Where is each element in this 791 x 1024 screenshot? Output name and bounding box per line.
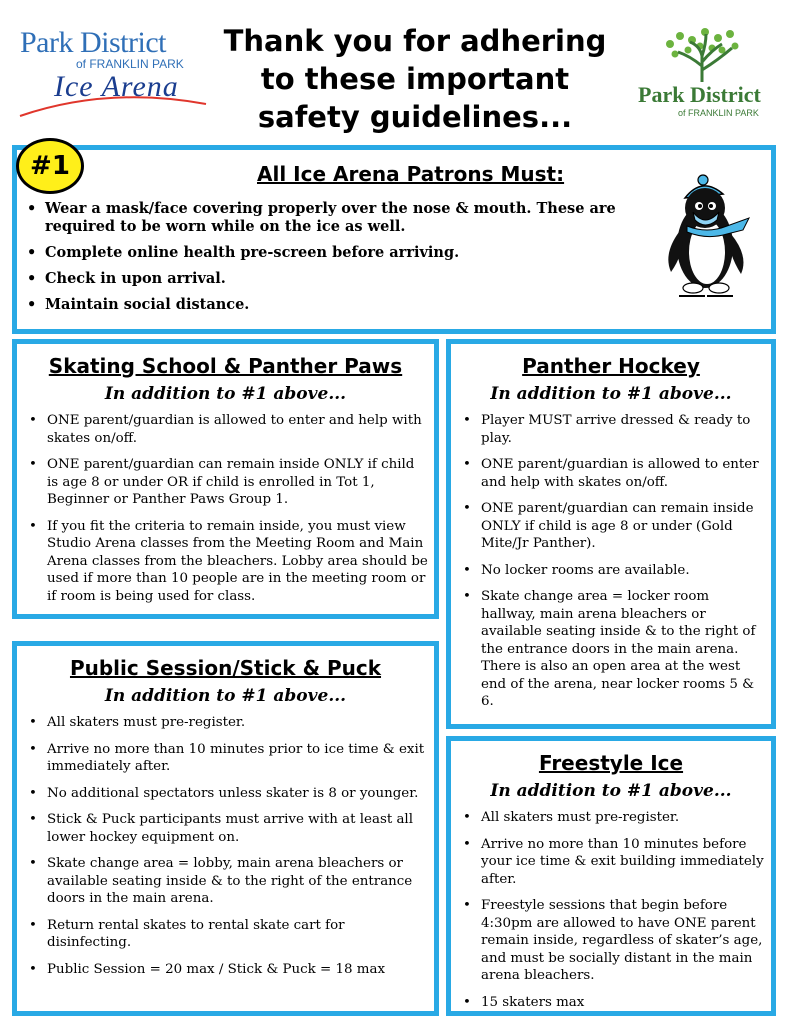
list-item: • Stick & Puck participants must arrive with at least all lower hockey equipment on. (23, 811, 428, 846)
list-item: • If you fit the criteria to remain inside, you must view Studio Arena classes from the Meeting Room and Main Arena classes from the bleachers. Lobby area should be used if more than 10 people are in the meeting room or if room is being used for class. (23, 518, 428, 606)
tree-icon (630, 26, 780, 84)
title-line-2: to these important (260, 62, 570, 96)
public-session-title: Public Session/Stick & Puck (69, 656, 382, 680)
freestyle-list (457, 809, 765, 1011)
penguin-icon (657, 172, 757, 302)
logo-left-line3: Ice Arena (54, 70, 179, 103)
page-title (210, 22, 620, 136)
skating-school-subtitle: In addition to #1 above... (104, 384, 347, 404)
list-item: • All skaters must pre-register. (457, 809, 765, 827)
panther-hockey-list (457, 412, 765, 711)
list-item: • Public Session = 20 max / Stick & Puck = 18 max (23, 961, 428, 979)
list-item: • No additional spectators unless skater is 8 or younger. (23, 785, 428, 803)
list-item: • ONE parent/guardian can remain inside ONLY if child is age 8 or under OR if child is enrolled in Tot 1, Beginner or Panther Paws Group 1. (23, 456, 428, 509)
freestyle-box (446, 736, 776, 1016)
list-item: • ONE parent/guardian is allowed to enter and help with skates on/off. (457, 456, 765, 491)
freestyle-title: Freestyle Ice (538, 751, 684, 775)
all-patrons-box (12, 145, 776, 334)
title-line-3: safety guidelines... (257, 100, 573, 134)
panther-hockey-subtitle: In addition to #1 above... (490, 384, 732, 404)
skating-school-list (23, 412, 428, 605)
all-patrons-title: All Ice Arena Patrons Must: (257, 162, 565, 186)
list-item: • ONE parent/guardian can remain inside ONLY if child is age 8 or under (Gold Mite/Jr Panther). (457, 500, 765, 553)
list-item: • All skaters must pre-register. (23, 714, 428, 732)
list-item: • Complete online health pre-screen before arriving. (21, 244, 641, 262)
park-district-logo (630, 26, 780, 126)
logo-right-line1: Park District (638, 82, 761, 107)
list-item: • 15 skaters max (457, 994, 765, 1012)
swoosh-icon (18, 86, 208, 126)
all-patrons-list (21, 200, 641, 322)
public-session-box (12, 641, 439, 1016)
list-item: • No locker rooms are available. (457, 562, 765, 580)
list-item: • ONE parent/guardian is allowed to enter and help with skates on/off. (23, 412, 428, 447)
title-line-1: Thank you for adhering (223, 24, 607, 58)
list-item: • Arrive no more than 10 minutes before your ice time & exit building immediately after. (457, 836, 765, 889)
logo-right-line2: of FRANKLIN PARK (678, 108, 759, 118)
logo-left-line2: of FRANKLIN PARK (76, 57, 184, 71)
panther-hockey-title: Panther Hockey (522, 354, 700, 378)
panther-hockey-box (446, 339, 776, 729)
list-item: • Skate change area = lobby, main arena bleachers or available seating inside & to the right of the entrance doors in the main arena. (23, 855, 428, 908)
list-item: • Maintain social distance. (21, 296, 641, 314)
ice-arena-logo (14, 26, 214, 126)
public-session-subtitle: In addition to #1 above... (104, 686, 347, 706)
list-item: • Check in upon arrival. (21, 270, 641, 288)
list-item: • Return rental skates to rental skate cart for disinfecting. (23, 917, 428, 952)
freestyle-subtitle: In addition to #1 above... (490, 781, 732, 801)
logo-left-line1: Park District (20, 26, 166, 59)
public-session-list (23, 714, 428, 978)
list-item: • Skate change area = locker room hallway, main arena bleachers or available seating inside & to the right of the entrance doors in the main arena. There is also an open area at the west end of the arena, near locker rooms 5 & 6. (457, 588, 765, 711)
list-item: • Freestyle sessions that begin before 4:30pm are allowed to have ONE parent remain inside, regardless of skater’s age, and must be socially distant in the main arena bleachers. (457, 897, 765, 985)
number-one-badge: #1 (16, 138, 84, 194)
skating-school-box (12, 339, 439, 619)
list-item: • Arrive no more than 10 minutes prior to ice time & exit immediately after. (23, 741, 428, 776)
list-item: • Wear a mask/face covering properly over the nose & mouth. These are required to be worn while on the ice as well. (21, 200, 641, 236)
list-item: • Player MUST arrive dressed & ready to play. (457, 412, 765, 447)
skating-school-title: Skating School & Panther Paws (48, 354, 403, 378)
